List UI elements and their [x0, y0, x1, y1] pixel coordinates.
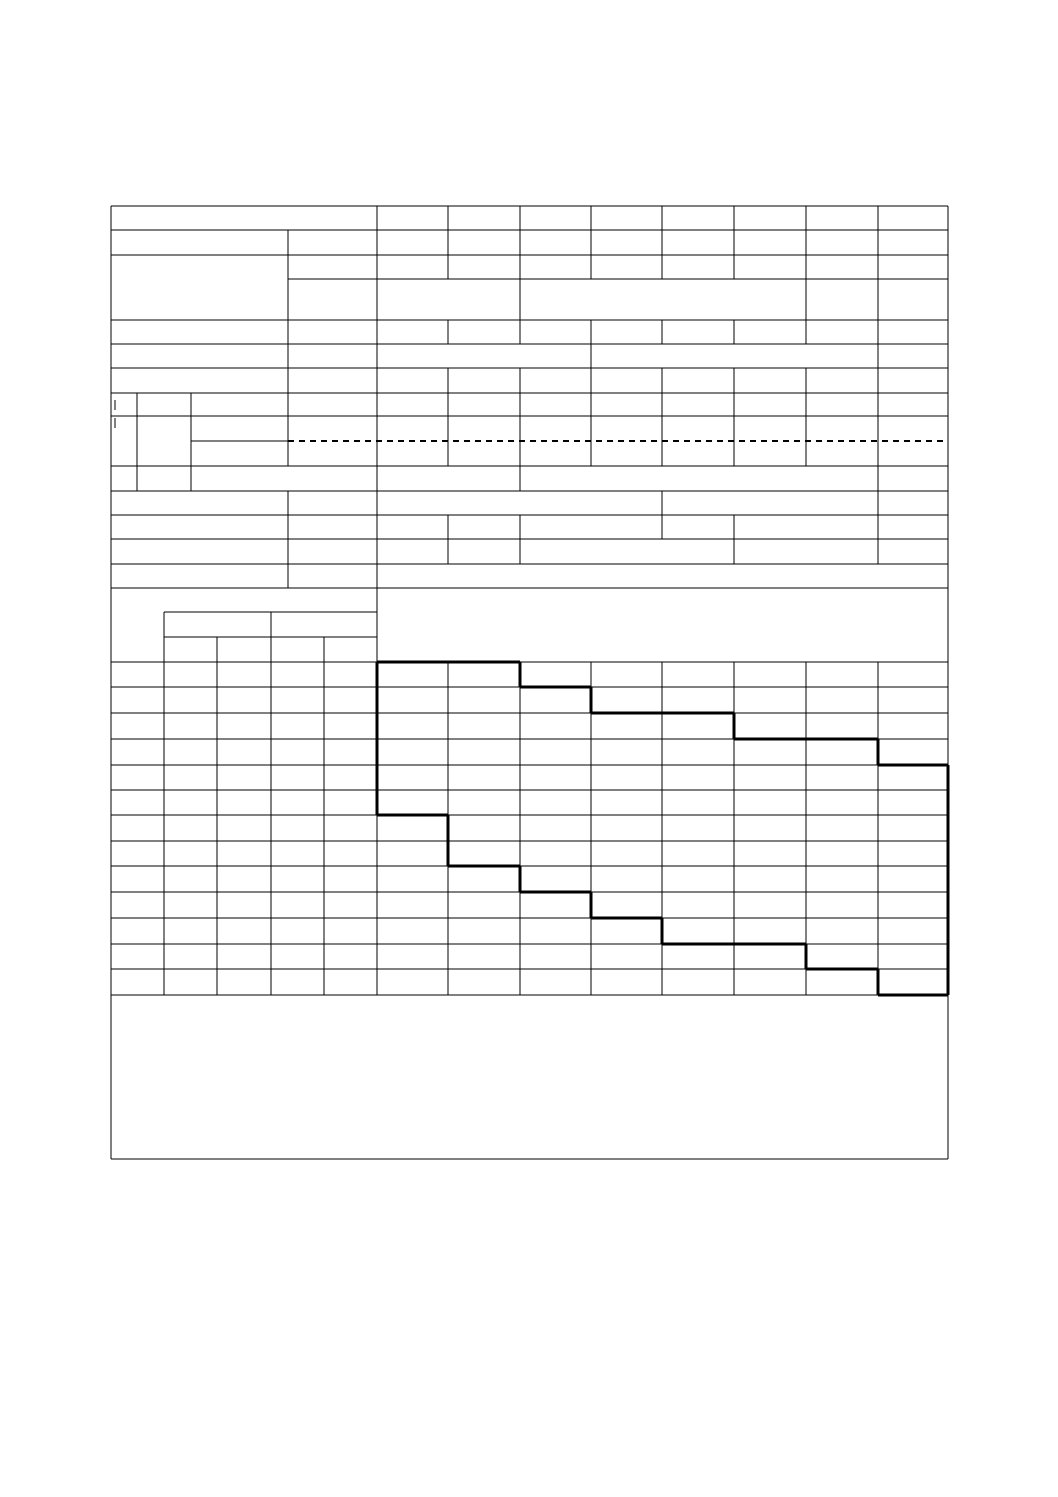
grid-thin-lines	[111, 206, 948, 1159]
